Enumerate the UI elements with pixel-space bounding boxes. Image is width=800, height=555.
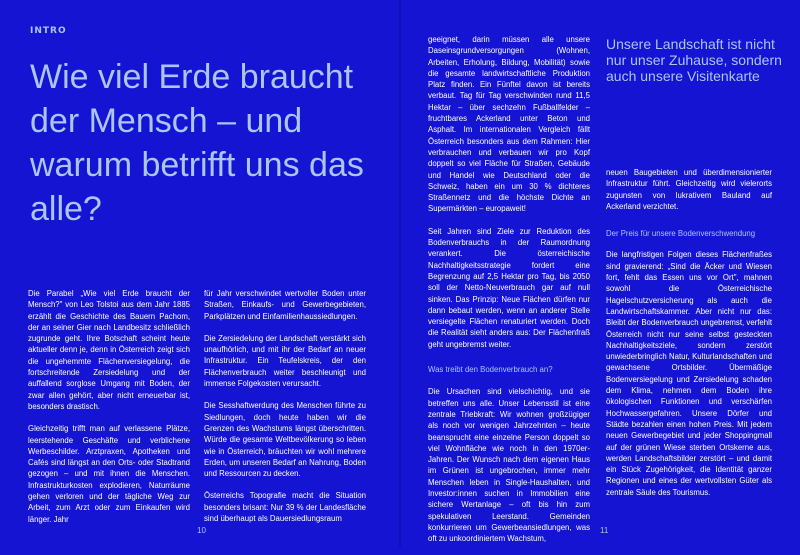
paragraph: Die langfristigen Folgen dieses Flächenfraßes sind gravierend: „Sind die Äcker und Wiesen fort, fehlt das Essen uns vor Ort", mahnen sowohl die Österreichische Hagelschutzversicherung als auch die Landwirtschaftskammer. Aber nicht nur das: Bleibt der Bodenverbrauch ungebremst, verfehlt Österreich nicht nur seine selbst gesteckten Nachhaltigkeitsziele, sondern zerstört unwiederbringlich Natur, Kulturlandschaften und gewachsene Ortsbilder. Übermäßige Bodenversiegelung und Zersiedelung schaden dem Klima, nehmen dem Boden ihre ökologischen Funktionen und verschärfen Hochwassergefahren. Unsere Dörfer und Städte bezahlen einen hohen Preis. Mit jedem neuen Gewerbegebiet und jeder Shoppingmall auf der grünen Wiese sterben Ortskerne aus, werden Landschaftsbilder zerstört – und damit ein Stück Zugehörigkeit, die Identität ganzer Regionen und eines der wertvollsten Güter als zentrale Säule des Tourismus.: [606, 250, 772, 497]
paragraph: geeignet, darin müssen alle unsere Daseinsgrundversorgungen (Wohnen, Arbeiten, Erholung, Bildung, Mobilität) sowie die gesamte landwirtschaftliche Produktion Platz finden. Ein Fünftel davon ist bereits verbaut. Tag für Tag verschwinden rund 11,5 Hektar – über sechzehn Fußballfelder – fruchtbares Ackerland unter Beton und Asphalt. Im internationalen Vergleich fällt Österreich besonders aus dem Rahmen: Hier verbrauchen und verbauen wir pro Kopf doppelt so viel Fläche für Straßen, Gebäude und Handel wie Deutschland oder die Schweiz, haben ein um 30 % dichteres Straßennetz und die höchste Dichte an Supermärkten – europaweit!: [428, 35, 590, 214]
paragraph: neuen Baugebieten und überdimensionierter Infrastruktur führt. Gleichzeitig wird vielerorts zugunsten von lukrativem Bauland auf Ackerland verzichtet.: [606, 168, 772, 211]
paragraph: Gleichzeitig trifft man auf verlassene Plätze, leerstehende Geschäfte und verblichene Werbeschilder. Arztpraxen, Apotheken und Cafés sind längst an den Orts- oder Stadtrand gezogen – und mit ihnen die Menschen. Infrastrukturkosten explodieren, Naturräume gehen verloren und der tägliche Weg zur Arbeit, zum Arzt oder zum Einkaufen wird länger. Jahr: [28, 424, 190, 524]
paragraph: Die Zersiedelung der Landschaft verstärkt sich unaufhörlich, und mit ihr der Bedarf an neuer Infrastruktur. Ein Teufelskreis, der den Flächenverbrauch weiter beschleunigt und immense Folgekosten verursacht.: [204, 333, 366, 389]
page-number-left: 10: [197, 526, 206, 535]
right-page: [400, 0, 800, 547]
section-label: INTRO: [30, 26, 67, 36]
pull-quote-heading: Unsere Landschaft ist nicht nur unser Zuhause, sondern auch unsere Visitenkarte: [606, 36, 782, 84]
paragraph: Seit Jahren sind Ziele zur Reduktion des Bodenverbrauchs in der Raumordnung verankert. Die österreichische Nachhaltigkeitsstrategie fordert eine Begrenzung auf 2,5 Hektar pro Tag, bis 2050 soll der Netto-Neuverbrauch gar auf null sinken. Das Prinzip: Neue Flächen dürfen nur dann bebaut werden, wenn an anderer Stelle versiegelte Flächen renaturiert werden. Doch die Realität sieht anders aus: Der Flächenfraß geht ungebremst weiter.: [428, 226, 590, 349]
left-page: [0, 0, 400, 547]
paragraph: Die Sesshaftwerdung des Menschen führte zu Siedlungen, doch heute haben wir die Grenzen des Wachstums längst überschritten. Würde die gesamte Weltbevölkerung so leben wie in Österreich, bräuchten wir wohl mehrere Erden, um unseren Bedarf an Nahrung, Boden und Ressourcen zu decken.: [204, 401, 366, 479]
paragraph: Die Ursachen sind vielschichtig, und sie betreffen uns alle. Unser Lebensstil ist eine zentrale Triebkraft: Wir wohnen großzügiger als noch vor wenigen Jahrzehnten – heute beansprucht eine einzelne Person doppelt so viel Wohnfläche wie noch in den 1970er-Jahren. Der Wunsch nach dem eigenen Haus im Grünen ist ungebrochen, immer mehr Menschen leben in Single-Haushalten, und Investor:innen suchen in Immobilien eine sichere Wertanlage – oft bis hin zum spekulativen Leerstand. Gemeinden konkurrieren um Gewerbeansiedlungen, was oft zu unkoordiniertem Wachstum,: [428, 387, 590, 544]
right-column-2: [606, 167, 772, 509]
paragraph: Österreichs Topografie macht die Situation besonders brisant: Nur 39 % der Landesfläche sind überhaupt als Dauersiedlungsraum: [204, 491, 366, 524]
section-subhead: Was treibt den Bodenverbrauch an?: [428, 365, 553, 375]
left-column-2: [204, 288, 366, 535]
page-headline: Wie viel Erde braucht der Mensch – und warum betrifft uns das alle?: [30, 58, 364, 228]
paragraph: für Jahr verschwindet wertvoller Boden unter Straßen, Einkaufs- und Gewerbegebieten, Parkplätzen und Einfamilienhaussiedlungen.: [204, 289, 366, 321]
section-subhead: Der Preis für unsere Bodenverschwendung: [606, 229, 756, 239]
right-column-1: [428, 34, 590, 555]
left-column-1: [28, 288, 190, 536]
page-number-right: 11: [600, 526, 609, 535]
paragraph: Die Parabel „Wie viel Erde braucht der Mensch?" von Leo Tolstoi aus dem Jahr 1885 erzählt die Geschichte des Bauern Pachom, der an seiner Gier nach Landbesitz schließlich zugrunde geht. Ihre Botschaft scheint heute aktueller denn je, denn in Österreich zeigt sich die ungehemmte Flächenversiegelung, die fortschreitende Zersiedelung und der auffallend sorglose Umgang mit Boden, der zwar allen gehört, aber nicht erneuerbar ist, besonders drastisch.: [28, 289, 190, 411]
